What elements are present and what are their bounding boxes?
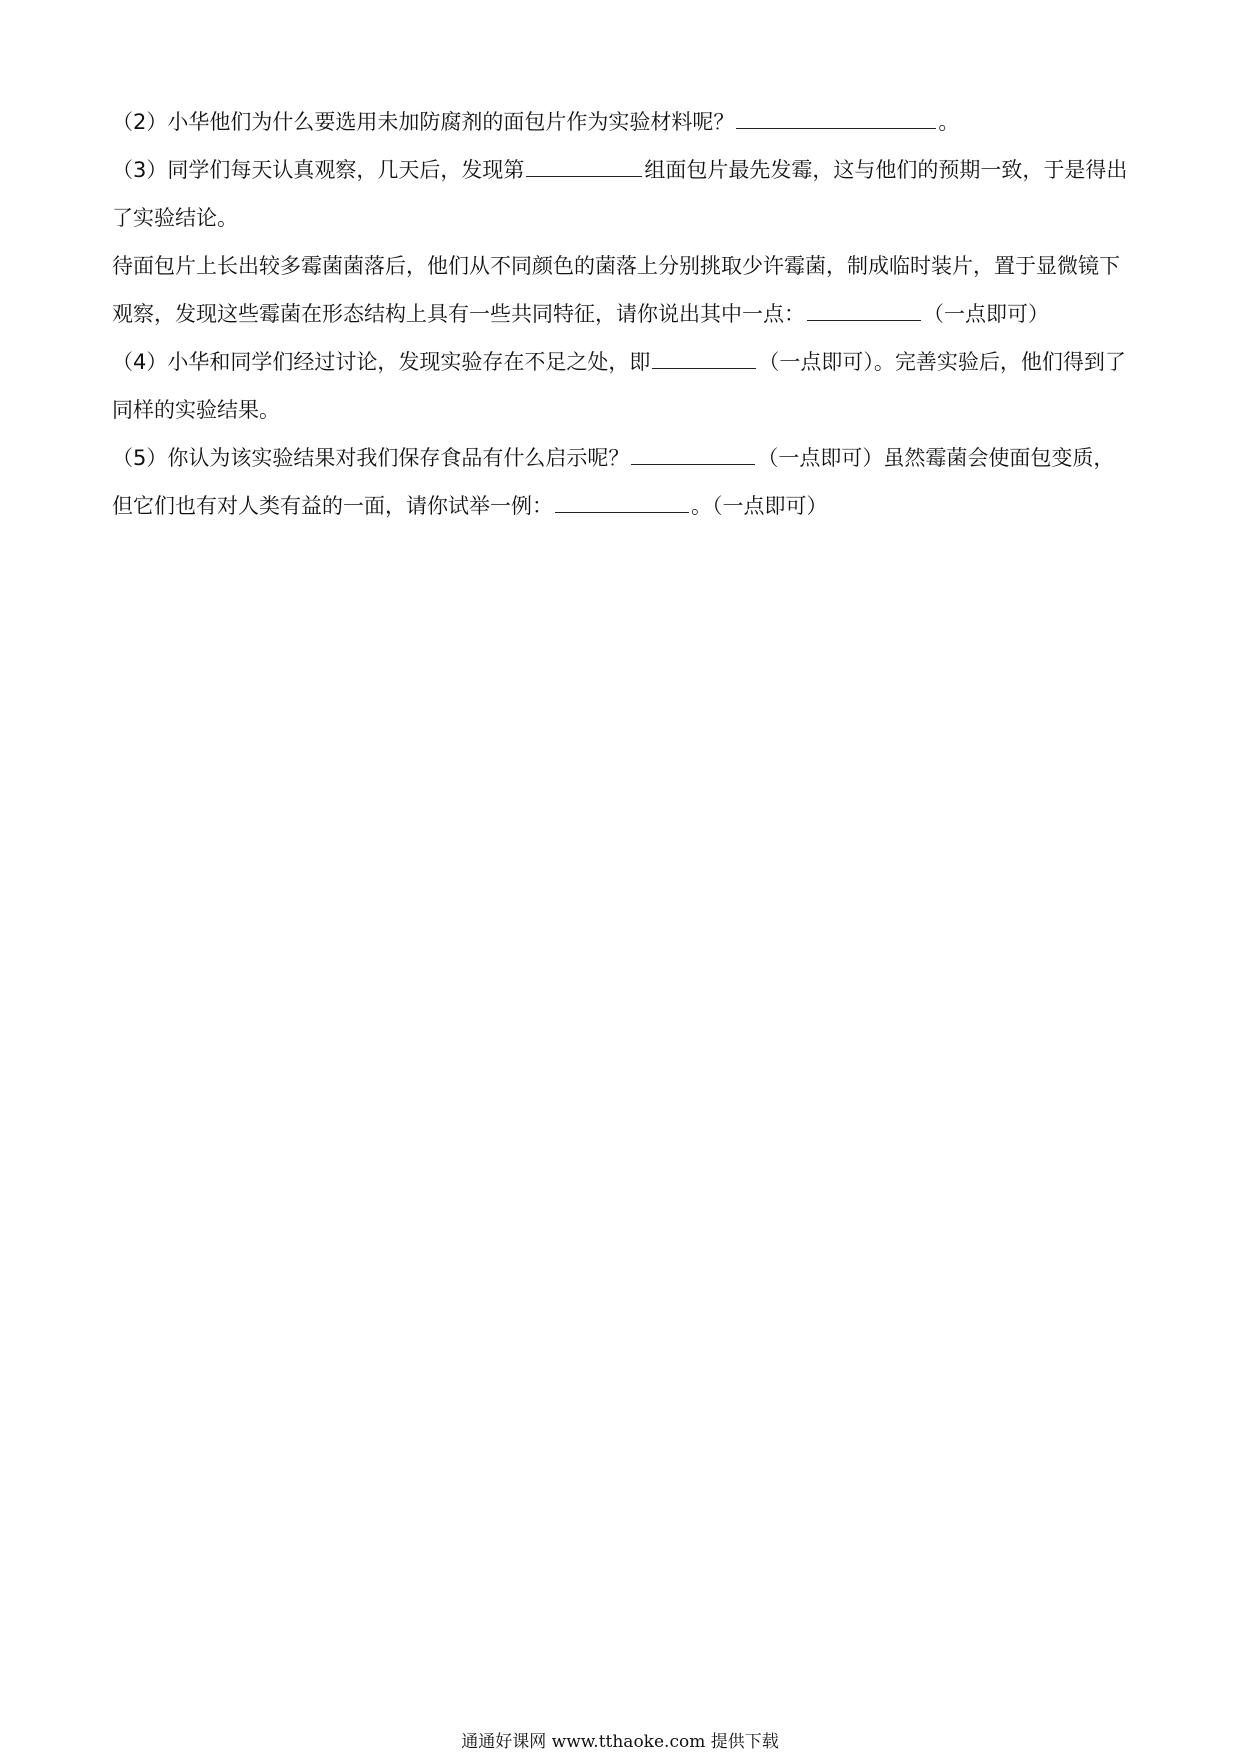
answer-blank-q5-example[interactable] <box>555 486 689 513</box>
question-3 <box>112 146 1132 242</box>
question-4-pre: （4）小华和同学们经过讨论，发现实验存在不足之处，即 <box>112 350 651 374</box>
footer-source: 通通好课网 www.tthaoke.com 提供下载 <box>461 1732 779 1752</box>
question-5-pre: （5）你认为该实验结果对我们保存食品有什么启示呢？ <box>112 446 630 470</box>
question-3-followup-post: （一点即可） <box>923 302 1049 326</box>
answer-blank-q3-group[interactable] <box>526 150 642 177</box>
question-2-text: （2）小华他们为什么要选用未加防腐剂的面包片作为实验材料呢？ <box>112 110 735 134</box>
document-body <box>112 98 1132 530</box>
question-4-post: （一点即可）。完善实验后，他们得到了同样的实验结果。 <box>112 350 1126 422</box>
answer-blank-q2[interactable] <box>736 102 936 129</box>
question-3-followup-pre: 待面包片上长出较多霉菌菌落后，他们从不同颜色的菌落上分别挑取少许霉菌，制成临时装片，置于显微镜下观察，发现这些霉菌在形态结构上具有一些共同特征，请你说出其中一点： <box>112 254 1120 326</box>
question-2 <box>112 98 1132 146</box>
answer-blank-q3-feature[interactable] <box>807 294 921 321</box>
answer-blank-q5-insight[interactable] <box>631 438 755 465</box>
question-3-post: 组面包片最先发霉，这与他们的预期一致，于是得出了实验结论。 <box>112 158 1128 230</box>
question-2-end: 。 <box>938 110 960 134</box>
question-5-post: 。（一点即可） <box>691 494 828 518</box>
answer-blank-q4[interactable] <box>652 342 756 369</box>
question-3-followup <box>112 242 1132 338</box>
question-5 <box>112 434 1132 530</box>
question-4 <box>112 338 1132 434</box>
question-5-mid: （一点即可）虽然霉菌会使面包变质，但它们也有对人类有益的一面，请你试举一例： <box>112 446 1115 518</box>
question-3-pre: （3）同学们每天认真观察，几天后，发现第 <box>112 158 525 182</box>
